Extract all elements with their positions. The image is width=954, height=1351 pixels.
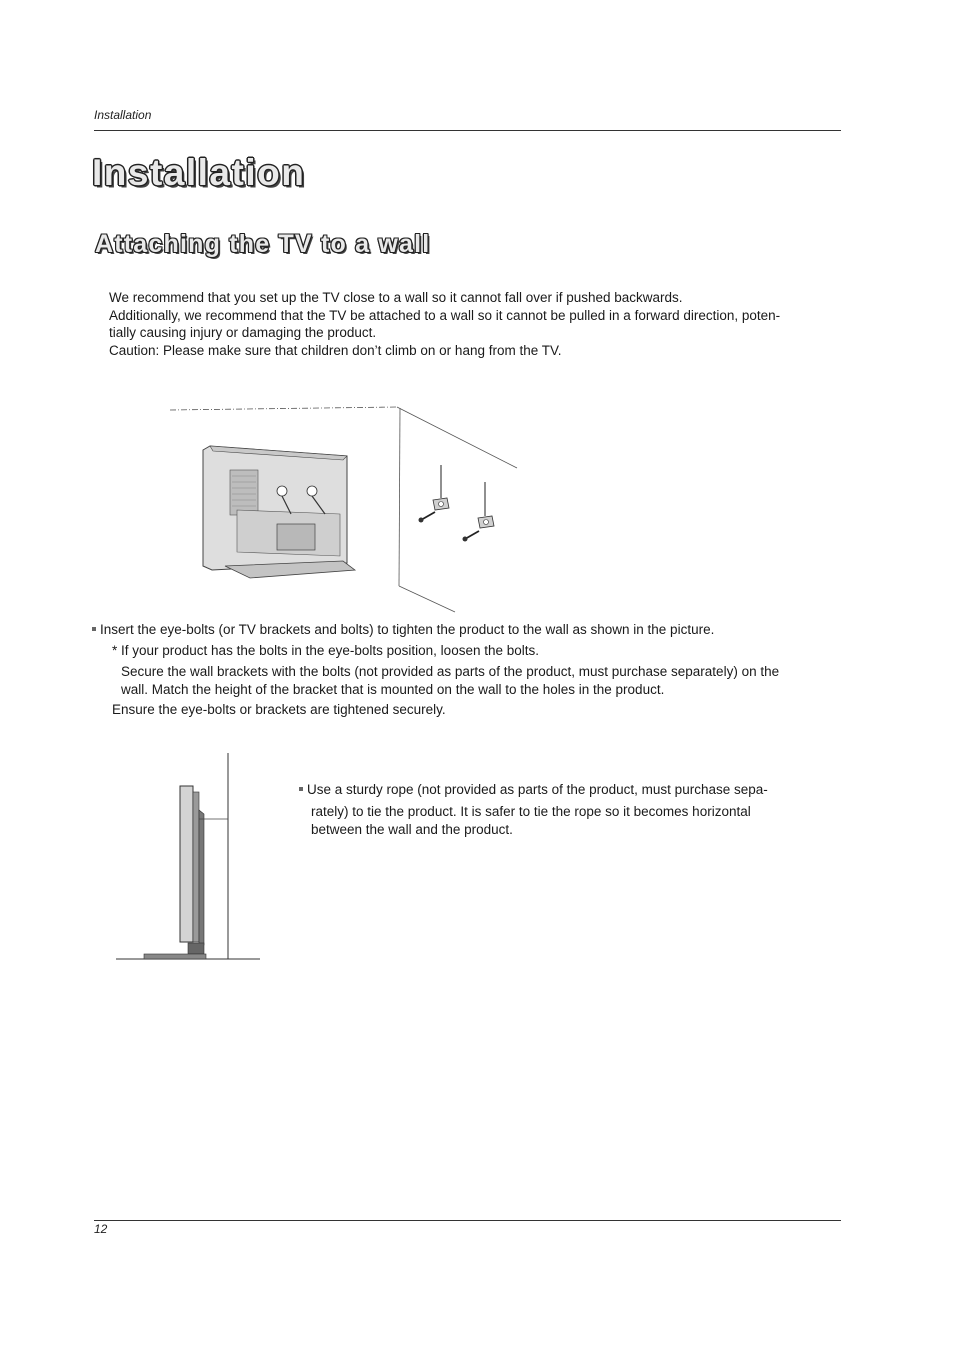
header-rule xyxy=(94,130,841,131)
intro-line-2: Additionally, we recommend that the TV be attached to a wall so it cannot be pulled in a forward direction, poten- xyxy=(109,307,781,323)
intro-line-1: We recommend that you set up the TV close to a wall so it cannot fall over if pushed backwards. xyxy=(109,290,683,305)
step2-line-2: rately) to tie the product. It is safer to tie the rope so it becomes horizontal xyxy=(311,804,751,819)
side-view-illustration xyxy=(112,750,264,965)
step1-secure-line-1: Secure the wall brackets with the bolts (not provided as parts of the product, must purchase separately) on the xyxy=(121,664,780,679)
step2-line-1: Use a sturdy rope (not provided as parts of the product, must purchase sepa- xyxy=(307,782,768,797)
step1-bullet xyxy=(92,621,852,639)
page-number: 12 xyxy=(94,1222,108,1236)
step2-continued xyxy=(311,803,831,838)
tv-side-view xyxy=(144,786,206,959)
step1-note: * If your product has the bolts in the eye-bolts position, loosen the bolts. xyxy=(112,643,540,658)
wall-bracket-upper xyxy=(419,465,450,523)
step1-bullet-text: Insert the eye-bolts (or TV brackets and bolts) to tighten the product to the wall as shown in the picture. xyxy=(100,622,715,637)
page-title: Installation xyxy=(92,152,306,193)
step1-secure-line-2: wall. Match the height of the bracket that is mounted on the wall to the holes in the product. xyxy=(121,681,665,697)
intro-paragraph xyxy=(109,289,844,359)
bullet-marker xyxy=(299,787,303,791)
running-header: Installation xyxy=(94,108,152,122)
footer-rule xyxy=(94,1220,841,1221)
bullet-marker xyxy=(92,627,96,631)
wall-mount-illustration xyxy=(165,398,530,618)
step1-secure xyxy=(121,663,846,698)
wall-bracket-lower xyxy=(463,482,495,542)
step1-ensure: Ensure the eye-bolts or brackets are tightened securely. xyxy=(112,702,446,717)
step2-line-3: between the wall and the product. xyxy=(311,821,513,837)
intro-line-4: Caution: Please make sure that children don’t climb on or hang from the TV. xyxy=(109,342,562,358)
intro-line-3: tially causing injury or damaging the product. xyxy=(109,325,377,340)
section-title: Attaching the TV to a wall xyxy=(95,230,431,258)
step2-line-1-row xyxy=(299,781,768,799)
tv-rear-view xyxy=(203,446,355,578)
